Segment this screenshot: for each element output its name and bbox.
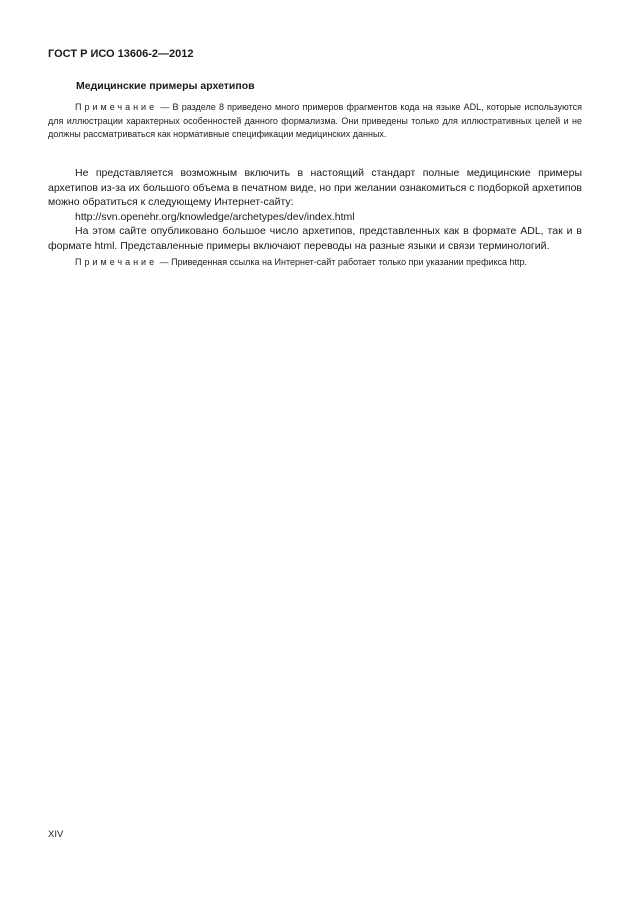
archetypes-url: http://svn.openehr.org/knowledge/archetypes/dev/index.html xyxy=(75,210,355,223)
document-header: ГОСТ Р ИСО 13606-2—2012 xyxy=(48,48,194,60)
paragraph-2: На этом сайте опубликовано большое число архетипов, представленных как в формате ADL, так и в формате html. Представленные примеры включают переводы на разные языки и связи терминологий. xyxy=(48,225,582,252)
note-label: Примечание xyxy=(75,257,158,267)
page-number: XIV xyxy=(48,829,64,840)
note-dash: — xyxy=(157,257,172,267)
note-text: Приведенная ссылка на Интернет-сайт работает только при указании префикса http. xyxy=(171,257,528,267)
note-2 xyxy=(48,256,582,270)
body-text xyxy=(48,166,582,253)
section-title: Медицинские примеры архетипов xyxy=(76,80,255,92)
note-label: Примечание xyxy=(75,102,158,112)
note-dash: — xyxy=(157,102,173,112)
note-1 xyxy=(48,101,582,142)
paragraph-1: Не представляется возможным включить в настоящий стандарт полные медицинские примеры архетипов из-за их большого объема в печатном виде, но при желании ознакомиться с подборкой архетипов можно обратиться к следующему Интернет-сайту: xyxy=(48,167,582,208)
note-text: В разделе 8 приведено много примеров фрагментов кода на языке ADL, которые используются для иллюстрации характерных особенностей данного формализма. Они приведены только для иллюстративных целей и не должны рассматриваться как нормативные спецификации медицинских данных. xyxy=(48,102,582,139)
